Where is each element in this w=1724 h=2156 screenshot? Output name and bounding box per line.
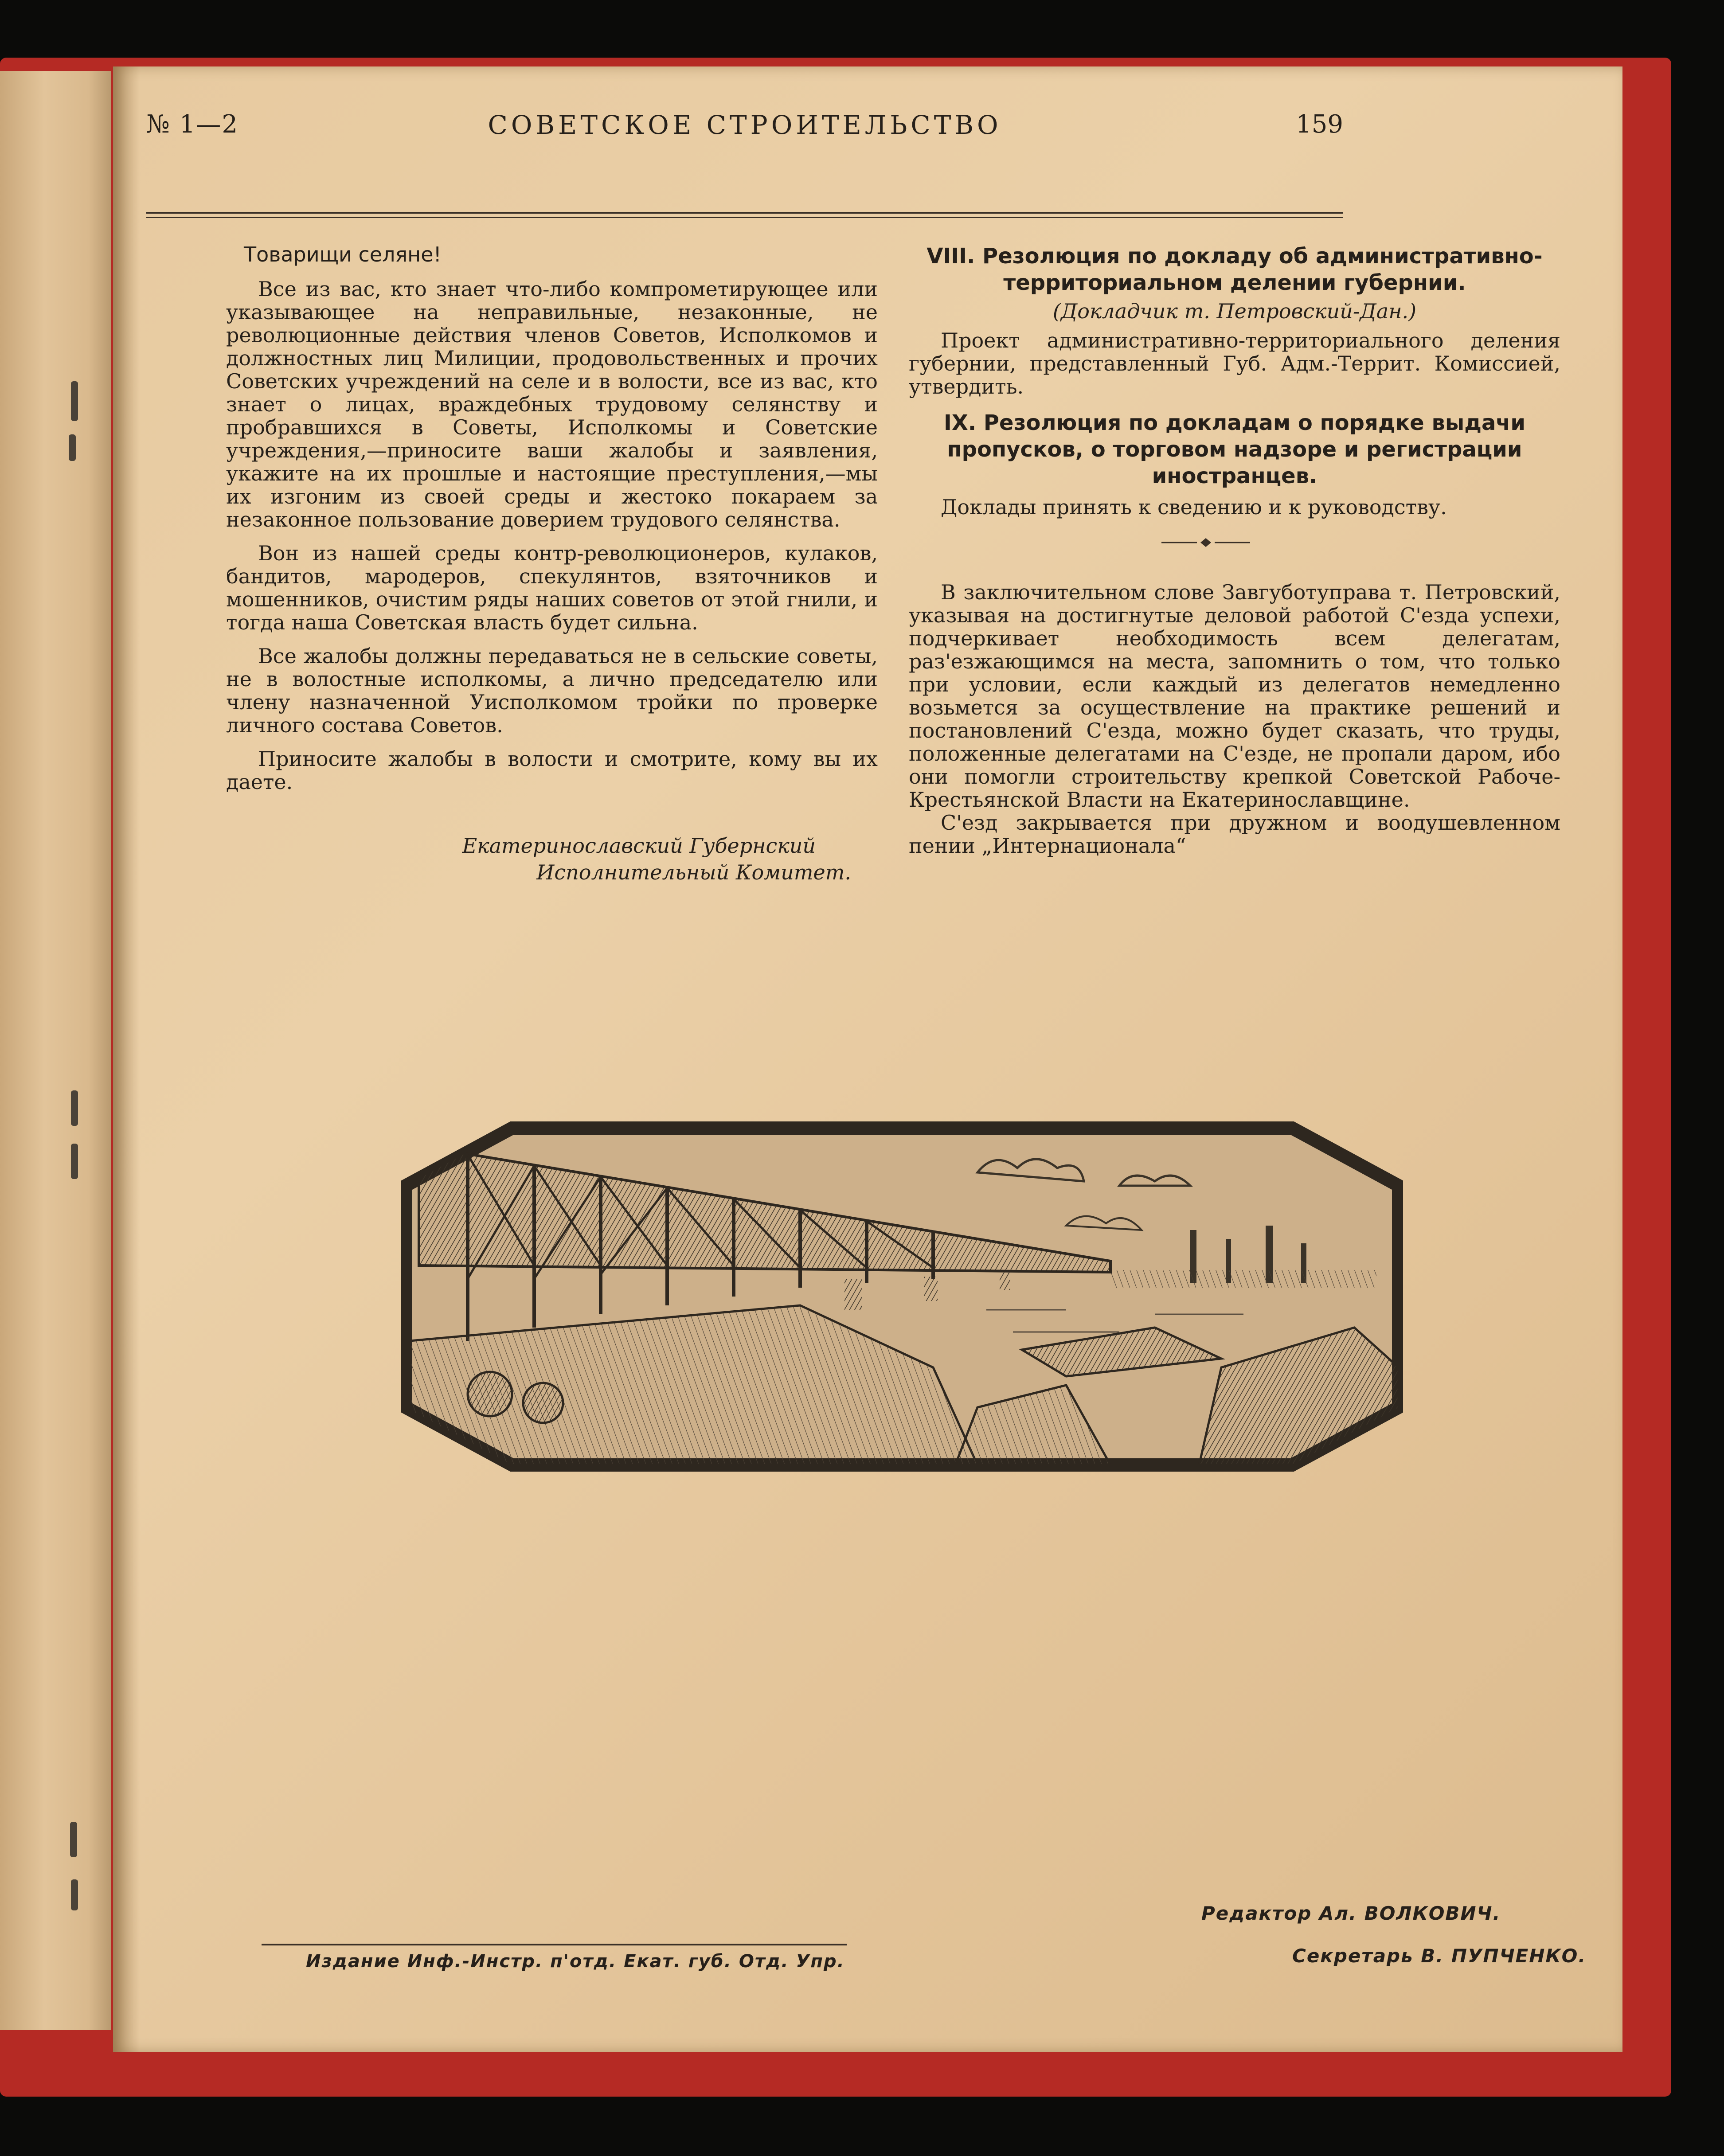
paragraph: С'езд закрывается при дружном и воодушевленном пении „Интернационала“ [909,811,1560,858]
section-heading [909,410,1560,489]
spine-shadow [113,66,140,2052]
paragraph: Проект административно-территориального деления губернии, представленный Губ. Адм.-Террит. Комиссией, утвердить. [909,328,1560,398]
section-numeral: VIII. [927,244,975,269]
section-numeral: IX. [944,410,977,435]
reporter-note: (Докладчик т. Петровский-Дан.) [1052,299,1417,323]
header-rule-thin [146,217,1343,218]
paragraph: Все из вас, кто знает что-либо компрометирующее или указывающее на неправильные, незаконные, не революционные действия членов Советов, Исполкомов и должностных лиц Милиции, продовольственных и прочих Советских учреждений на селе и в волости, все из вас, кто знает о лицах, враждебных трудовому селянству и пробравшихся в Советы, Исполкомы и Советские учреждения,—приносите ваши жалобы и заявления, укажите на их прошлые и настоящие преступления,—мы их изгоним из своей среды и жестоко покараем за незаконное пользование доверием трудового селянства. [226,277,878,531]
ornament-divider [1161,537,1250,548]
left-column [226,243,878,793]
left-page-edge [0,71,111,2030]
section-title: Резолюция по докладу об административно-территориальном делении губернии. [982,244,1543,295]
page-number: 159 [1296,110,1343,139]
greeting: Товарищи селяне! [244,242,442,266]
header-rule [146,212,1343,214]
closing-text [909,581,1560,857]
journal-title: СОВЕТСКОЕ СТРОИТЕЛЬСТВО [488,110,1002,140]
staple [71,1879,78,1910]
section-heading [909,243,1560,296]
paragraph: В заключительном слове Завгуботуправа т. Петровский, указывая на достигнутые деловой работой С'езда успехи, подчеркивает необходимость всем делегатам, раз'езжающимся на места, запомнить о том, что только при условии, если каждый из делегатов немедленно возьмется за осуществление на практике решений и постановлений С'езда, можно будет сказать, что труды, положенные делегатами на С'езде, не пропали даром, ибо они помогли строительству крепкой Советской Рабоче-Крестьянской Власти на Екатеринославщине. [909,580,1560,812]
staple [69,434,76,461]
staple [71,1090,78,1126]
staple [70,1822,77,1857]
right-column [909,243,1560,519]
publisher-imprint: Издание Инф.-Инстр. п'отд. Екат. губ. Отд. Упр. [306,1951,845,1972]
running-header [146,110,1343,145]
issue-number: № 1—2 [146,110,239,139]
staple [71,1144,78,1179]
signature-line: Екатеринославский Губернский [462,834,816,858]
paragraph: Доклады принять к сведению и к руководству. [941,495,1447,519]
signature-line: Исполнительный Комитет. [536,860,851,884]
footer-rule [262,1944,847,1945]
secretary-credit: Секретарь В. ПУПЧЕНКО. [1292,1945,1587,1967]
signature [399,832,851,886]
paragraph: Все жалобы должны передаваться не в сельские советы, не в волостные исполкомы, а лично председателю или члену назначенной Уисполкомом тройки по проверке личного состава Советов. [226,644,878,737]
section-title: Резолюция по докладам о порядке выдачи пропусков, о торговом надзоре и регистрации иностранцев. [947,410,1525,488]
paragraph: Приносите жалобы в волости и смотрите, кому вы их даете. [226,747,878,794]
editor-credit: Редактор Ал. ВОЛКОВИЧ. [1201,1902,1501,1924]
bridge-engraving [401,1119,1403,1474]
paragraph: Вон из нашей среды контр-революционеров, кулаков, бандитов, мародеров, спекулянтов, взяточников и мошенников, очистим ряды наших советов от этой гнили, и тогда наша Советская власть будет сильна. [226,541,878,634]
staple [71,381,78,421]
